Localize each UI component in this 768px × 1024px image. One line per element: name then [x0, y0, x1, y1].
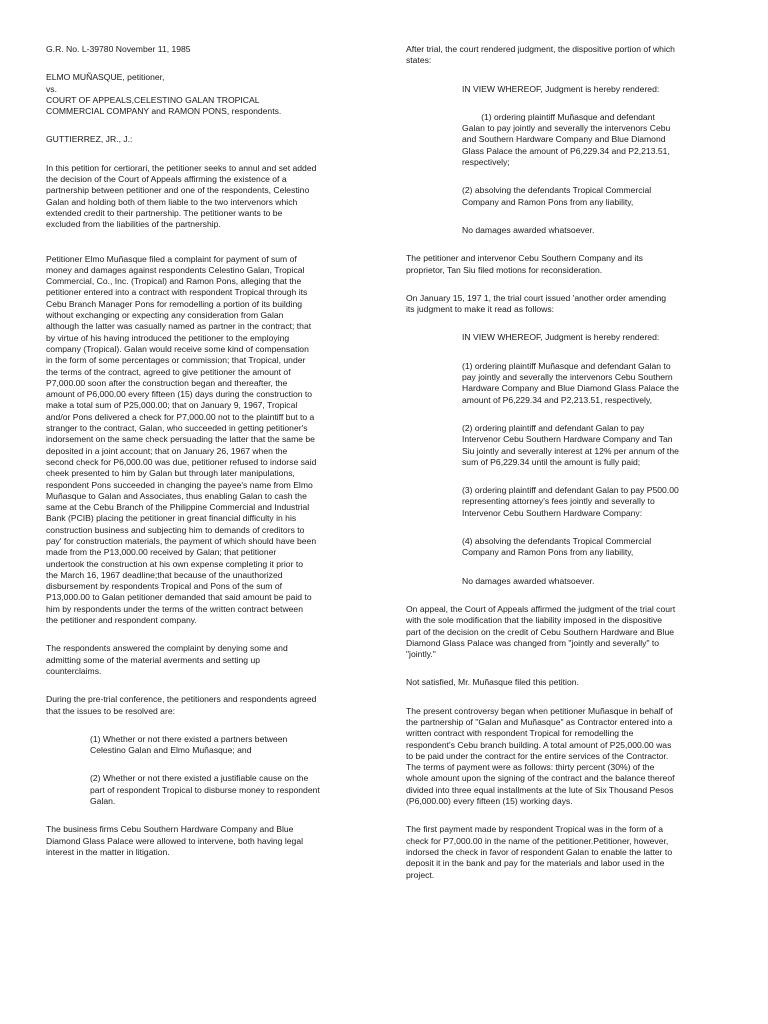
paragraph: On appeal, the Court of Appeals affirmed the judgment of the trial court with the sole modification that the liability imposed in the dispositive part of the decision on the credit of Cebu Southern Hardware and Blue Diamond Glass Palace was changed from "jointly and severally" to "jointly." — [406, 603, 676, 660]
dispositive-item: (3) ordering plaintiff and defendant Galan to pay P500.00 representing attorney's fees jointly and severally to Intervenor Cebu Southern Hardware Company: — [462, 485, 679, 518]
paragraph: The first payment made by respondent Tropical was in the form of a check for P7,000.00 in the name of the petitioner.Petitioner, however, indorsed the check in favor of respondent Galan to enable the latter to deposit it in the bank and pay for the materials and labor used in the project. — [406, 824, 673, 880]
left-column — [46, 38, 368, 858]
issue-item: (1) Whether or not there existed a partners between Celestino Galan and Elmo Muñasque; and — [90, 733, 288, 756]
paragraph: In this petition for certiorari, the petitioner seeks to annul and set added the decision of the Court of Appeals affirming the existence of a partnership between petitioner and one of the respondents, Celestino Galan and holding both of them liable to the two intervenors which extended credit to their partnership. The petitioner wants to be excluded from the liabilities of the partnership. — [46, 162, 317, 230]
dispositive-item: No damages awarded whatsoever. — [462, 575, 595, 586]
case-parties: ELMO MUÑASQUE, petitioner, vs. COURT OF APPEALS,CELESTINO GALAN TROPICAL COMMERCIAL COMPANY and RAMON PONS, respondents. — [46, 72, 282, 117]
case-citation: G.R. No. L-39780 November 11, 1985 — [46, 44, 191, 54]
dispositive-item: No damages awarded whatsoever. — [462, 224, 595, 235]
paragraph: The petitioner and intervenor Cebu Southern Company and its proprietor, Tan Siu filed motions for reconsideration. — [406, 253, 643, 275]
ponente: GUTTIERREZ, JR., J.: — [46, 134, 133, 145]
dispositive-item: (1) ordering plaintiff Muñasque and defendant Galan to pay jointly and severally the intervenors Cebu Southern Hardware Company and Blue Diamond Glass Palace the amount of P6,229.34 and P2,213.51, respectively, — [462, 360, 679, 405]
paragraph: The business firms Cebu Southern Hardware Company and Blue Diamond Glass Palace were allowed to intervene, both having legal interest in the matter in litigation. — [46, 824, 304, 857]
paragraph: After trial, the court rendered judgment, the dispositive portion of which states: — [406, 44, 675, 66]
paragraph: During the pre-trial conference, the petitioners and respondents agreed that the issues to be resolved are: — [46, 694, 317, 716]
paragraph: On January 15, 197 1, the trial court issued 'another order amending its judgment to make it read as follows: — [406, 292, 667, 315]
paragraph: The respondents answered the complaint by denying some and admitting some of the material averments and setting up counterclaims. — [46, 643, 288, 676]
paragraph: Not satisfied, Mr. Muñasque filed this petition. — [406, 677, 579, 688]
issue-item: (2) Whether or not there existed a justifiable cause on the part of respondent Tropical to disburse money to respondent Galan. — [90, 773, 320, 807]
dispositive-item: (2) ordering plaintiff and defendant Galan to pay Intervenor Cebu Southern Hardware Company and Tan Siu jointly and severally interest at 12% per annum of the sum of P6,229.34 until the amount is fully paid; — [462, 422, 679, 467]
paragraph: Petitioner Elmo Muñasque filed a complaint for payment of sum of money and damages against respondents Celestino Galan, Tropical Commercial, Co., Inc. (Tropical) and Ramon Pons, alleging that the petitioner entered into a contract with respondent Tropical through its Cebu Branch Manager Pons for remodelling a portion of its building without exchanging or expecting any consideration from Galan although the latter was casually named as partner in the contract; that by virtue of his having introduced the petitioner to the employing company (Tropical). Galan would receive some kind of compensation in the form of some percentages or commission; that Tropical, under the terms of the contract, agreed to give petitioner the amount of P7,000.00 soon after the construction began and thereafter, the amount of P6,000.00 every fifteen (15) days during the construction to make a total sum of P25,000.00; that on January 9, 1967, Tropical and/or Pons delivered a check for P7,000.00 not to the plaintiff but to a stranger to the contract, Galan, who succeeded in getting petitioner's indorsement on the same check persuading the latter that the same be deposited in a joint account; that on January 26, 1967 when the second check for P6,000.00 was due, petitioner refused to indorse said cheek presented to him by Galan but through later manipulations, respondent Pons succeeded in changing the payee's name from Elmo Muñasque to Galan and Associates, thus enabling Galan to cash the same at the Cebu Branch of the Philippine Commercial and Industrial Bank (PCIB) placing the petitioner in great financial difficulty in his construction business and subjecting him to demands of creditors to pay' for construction materials, the payment of which should have been made from the P13,000.00 received by Galan; that petitioner undertook the construction at his own expense completing it prior to the March 16, 1967 deadline;that because of the unauthorized disbursement by respondents Tropical and Pons of the sum of P13,000.00 to Galan petitioner demanded that said amount be paid to him by respondents under the terms of the written contract between the petitioner and respondent company. — [46, 253, 317, 626]
dispositive-heading: IN VIEW WHEREOF, Judgment is hereby rendered: — [462, 83, 660, 94]
dispositive-heading: IN VIEW WHEREOF, Judgment is hereby rendered: — [462, 332, 660, 343]
dispositive-item: (2) absolving the defendants Tropical Commercial Company and Ramon Pons from any liability, — [462, 185, 652, 207]
dispositive-item: (1) ordering plaintiff Muñasque and defendant Galan to pay jointly and severally the intervenors Cebu and Southern Hardware Company and Blue Diamond Glass Palace the amount of P6,229.34 and P2,213.51, respectively; — [462, 111, 671, 168]
right-column — [406, 38, 732, 881]
paragraph: The present controversy began when petitioner Muñasque in behalf of the partnership of "Galan and Muñasque" as Contractor entered into a written contract with respondent Tropical for remodelling the respondent's Cebu branch building. A total amount of P25,000.00 was to be paid under the contract for the entire services of the Contractor. The terms of payment were as follows: thirty percent (30%) of the whole amount upon the signing of the contract and the balance thereof divided into three equal installments at the lute of Six Thousand Pesos (P6,000.00) every fifteen (15) working days. — [406, 705, 675, 807]
dispositive-item: (4) absolving the defendants Tropical Commercial Company and Ramon Pons from any liability, — [462, 536, 652, 558]
